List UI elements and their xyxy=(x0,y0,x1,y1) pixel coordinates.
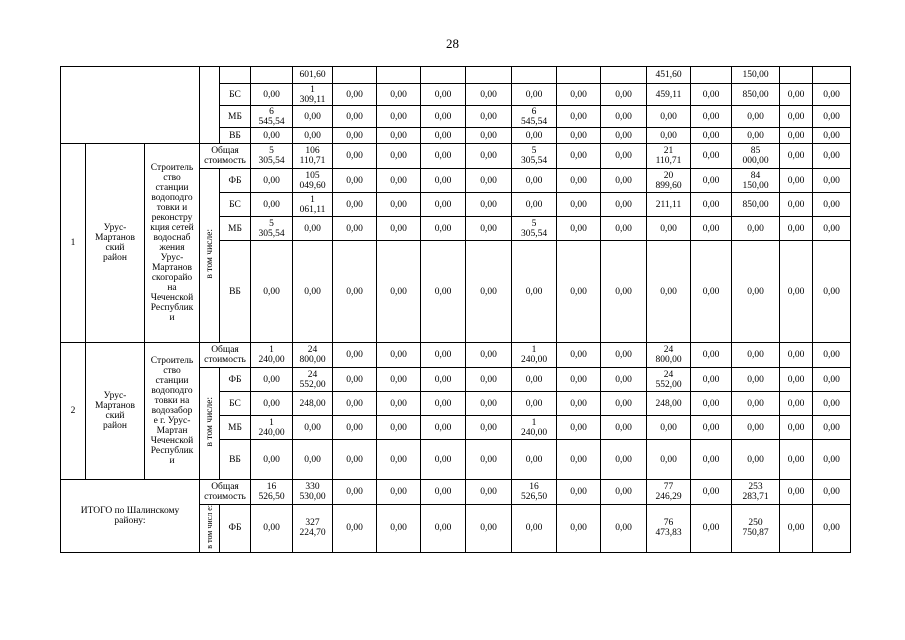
value-cell: 0,00 xyxy=(557,440,601,480)
value-cell: 0,00 xyxy=(601,193,647,217)
value-cell: 0,00 xyxy=(691,84,732,106)
value-cell: 5 305,54 xyxy=(251,217,293,241)
value-cell xyxy=(512,67,557,84)
value-cell: 0,00 xyxy=(377,217,421,241)
value-cell: 0,00 xyxy=(780,169,813,193)
value-cell: 0,00 xyxy=(557,217,601,241)
value-cell: 0,00 xyxy=(333,193,377,217)
value-cell: 0,00 xyxy=(557,169,601,193)
source-cell: МБ xyxy=(220,416,251,440)
value-cell: 0,00 xyxy=(466,84,512,106)
value-cell: 0,00 xyxy=(466,505,512,553)
value-cell: 0,00 xyxy=(512,193,557,217)
value-cell: 0,00 xyxy=(512,241,557,343)
value-cell: 24 552,00 xyxy=(293,368,333,392)
value-cell: 0,00 xyxy=(333,480,377,505)
source-cell xyxy=(220,67,251,84)
value-cell: 0,00 xyxy=(780,106,813,128)
value-cell: 248,00 xyxy=(293,392,333,416)
value-cell: 0,00 xyxy=(813,505,851,553)
value-cell: 0,00 xyxy=(732,217,780,241)
value-cell: 0,00 xyxy=(557,193,601,217)
value-cell: 0,00 xyxy=(333,505,377,553)
value-cell: 0,00 xyxy=(691,217,732,241)
value-cell: 0,00 xyxy=(293,217,333,241)
value-cell: 0,00 xyxy=(691,106,732,128)
value-cell: 0,00 xyxy=(377,128,421,144)
value-cell: 0,00 xyxy=(813,217,851,241)
source-cell: ВБ xyxy=(220,128,251,144)
value-cell: 0,00 xyxy=(647,416,691,440)
value-cell: 0,00 xyxy=(421,217,466,241)
value-cell: 1 240,00 xyxy=(251,416,293,440)
value-cell: 5 305,54 xyxy=(251,144,293,169)
value-cell: 1 240,00 xyxy=(512,416,557,440)
value-cell: 24 552,00 xyxy=(647,368,691,392)
value-cell: 0,00 xyxy=(601,84,647,106)
value-cell: 0,00 xyxy=(780,241,813,343)
value-cell: 0,00 xyxy=(251,392,293,416)
value-cell: 0,00 xyxy=(557,343,601,368)
value-cell: 0,00 xyxy=(557,241,601,343)
value-cell: 0,00 xyxy=(780,392,813,416)
project-name: Строитель ство станции водоподго товки и реконстру кция сетей водоснаб жения Урус- Мартанов скогорайо на Чеченской Республик и xyxy=(145,144,200,343)
value-cell: 0,00 xyxy=(813,343,851,368)
value-cell: 0,00 xyxy=(601,343,647,368)
value-cell: 0,00 xyxy=(333,416,377,440)
value-cell: 0,00 xyxy=(333,169,377,193)
value-cell: 330 530,00 xyxy=(293,480,333,505)
value-cell: 0,00 xyxy=(251,169,293,193)
value-cell xyxy=(601,67,647,84)
value-cell: 0,00 xyxy=(813,128,851,144)
value-cell: 1 061,11 xyxy=(293,193,333,217)
value-cell: 0,00 xyxy=(557,106,601,128)
value-cell: 0,00 xyxy=(251,193,293,217)
value-cell: 0,00 xyxy=(377,416,421,440)
cont-left-cell xyxy=(61,67,200,144)
value-cell: 0,00 xyxy=(557,84,601,106)
value-cell: 0,00 xyxy=(377,440,421,480)
value-cell: 0,00 xyxy=(780,84,813,106)
value-cell: 0,00 xyxy=(732,368,780,392)
value-cell: 0,00 xyxy=(780,416,813,440)
value-cell: 16 526,50 xyxy=(251,480,293,505)
value-cell: 0,00 xyxy=(377,84,421,106)
value-cell: 6 545,54 xyxy=(512,106,557,128)
value-cell: 0,00 xyxy=(512,169,557,193)
value-cell: 0,00 xyxy=(691,193,732,217)
value-cell: 0,00 xyxy=(333,106,377,128)
value-cell: 253 283,71 xyxy=(732,480,780,505)
value-cell: 0,00 xyxy=(512,368,557,392)
value-cell: 0,00 xyxy=(813,368,851,392)
value-cell: 0,00 xyxy=(421,144,466,169)
value-cell: 0,00 xyxy=(333,392,377,416)
value-cell: 0,00 xyxy=(251,241,293,343)
source-cell: ФБ xyxy=(220,169,251,193)
value-cell: 0,00 xyxy=(601,128,647,144)
value-cell: 5 305,54 xyxy=(512,217,557,241)
value-cell: 0,00 xyxy=(333,368,377,392)
including-label: в том числе: xyxy=(204,229,215,279)
value-cell: 0,00 xyxy=(466,440,512,480)
value-cell: 0,00 xyxy=(333,440,377,480)
value-cell: 0,00 xyxy=(691,343,732,368)
value-cell: 0,00 xyxy=(557,480,601,505)
value-cell: 0,00 xyxy=(691,368,732,392)
value-cell: 0,00 xyxy=(691,480,732,505)
table-row xyxy=(61,480,851,505)
value-cell: 0,00 xyxy=(512,505,557,553)
source-cell: БС xyxy=(220,392,251,416)
value-cell: 459,11 xyxy=(647,84,691,106)
total-cost-label: Общая стоимость xyxy=(200,480,251,505)
source-cell: МБ xyxy=(220,106,251,128)
value-cell xyxy=(251,67,293,84)
cont-sub-cell xyxy=(200,67,220,144)
value-cell: 0,00 xyxy=(333,144,377,169)
value-cell: 0,00 xyxy=(732,241,780,343)
value-cell: 0,00 xyxy=(732,440,780,480)
value-cell: 0,00 xyxy=(421,392,466,416)
value-cell: 0,00 xyxy=(780,505,813,553)
value-cell: 77 246,29 xyxy=(647,480,691,505)
value-cell xyxy=(421,67,466,84)
value-cell: 0,00 xyxy=(601,416,647,440)
summary-label: ИТОГО по Шалинскому району: xyxy=(61,480,200,553)
value-cell: 0,00 xyxy=(377,343,421,368)
value-cell: 850,00 xyxy=(732,84,780,106)
value-cell: 0,00 xyxy=(813,480,851,505)
value-cell: 0,00 xyxy=(601,169,647,193)
value-cell: 0,00 xyxy=(333,128,377,144)
value-cell: 84 150,00 xyxy=(732,169,780,193)
value-cell: 1 240,00 xyxy=(251,343,293,368)
project-name: Строитель ство станции водоподго товки на водозабор е г. Урус- Мартан Чеченской Республик и xyxy=(145,343,200,480)
value-cell: 0,00 xyxy=(377,505,421,553)
value-cell: 0,00 xyxy=(691,144,732,169)
value-cell: 0,00 xyxy=(512,84,557,106)
value-cell: 0,00 xyxy=(512,440,557,480)
value-cell: 0,00 xyxy=(691,440,732,480)
value-cell: 0,00 xyxy=(251,368,293,392)
value-cell: 0,00 xyxy=(557,392,601,416)
value-cell: 0,00 xyxy=(601,440,647,480)
value-cell: 0,00 xyxy=(813,440,851,480)
source-cell: БС xyxy=(220,193,251,217)
value-cell: 0,00 xyxy=(251,440,293,480)
value-cell: 0,00 xyxy=(732,392,780,416)
value-cell: 1 309,11 xyxy=(293,84,333,106)
value-cell: 6 545,54 xyxy=(251,106,293,128)
source-cell: ВБ xyxy=(220,440,251,480)
value-cell: 0,00 xyxy=(293,106,333,128)
value-cell: 0,00 xyxy=(421,480,466,505)
row-number: 2 xyxy=(61,343,86,480)
source-cell: ВБ xyxy=(220,241,251,343)
value-cell: 0,00 xyxy=(732,343,780,368)
value-cell: 0,00 xyxy=(466,106,512,128)
value-cell: 0,00 xyxy=(421,368,466,392)
value-cell xyxy=(780,67,813,84)
including-label: в том числ e: xyxy=(204,505,214,549)
including-cell xyxy=(200,505,220,553)
value-cell xyxy=(333,67,377,84)
value-cell: 0,00 xyxy=(293,440,333,480)
value-cell: 0,00 xyxy=(466,368,512,392)
value-cell: 0,00 xyxy=(293,128,333,144)
value-cell: 327 224,70 xyxy=(293,505,333,553)
value-cell: 0,00 xyxy=(647,128,691,144)
value-cell: 0,00 xyxy=(780,128,813,144)
value-cell: 0,00 xyxy=(333,217,377,241)
budget-table xyxy=(60,66,851,553)
value-cell: 0,00 xyxy=(601,392,647,416)
value-cell: 0,00 xyxy=(813,144,851,169)
value-cell: 24 800,00 xyxy=(293,343,333,368)
total-cost-label: Общая стоимость xyxy=(200,343,251,368)
value-cell: 0,00 xyxy=(333,241,377,343)
value-cell: 0,00 xyxy=(466,193,512,217)
value-cell: 0,00 xyxy=(377,480,421,505)
value-cell: 0,00 xyxy=(466,480,512,505)
value-cell xyxy=(557,67,601,84)
row-number: 1 xyxy=(61,144,86,343)
value-cell: 0,00 xyxy=(691,241,732,343)
district-cell: Урус- Мартанов ский район xyxy=(86,343,145,480)
value-cell: 0,00 xyxy=(466,217,512,241)
value-cell: 0,00 xyxy=(421,416,466,440)
value-cell: 1 240,00 xyxy=(512,343,557,368)
value-cell: 0,00 xyxy=(557,128,601,144)
value-cell: 0,00 xyxy=(293,241,333,343)
value-cell xyxy=(813,67,851,84)
value-cell: 150,00 xyxy=(732,67,780,84)
source-cell: БС xyxy=(220,84,251,106)
value-cell: 250 750,87 xyxy=(732,505,780,553)
value-cell: 0,00 xyxy=(421,193,466,217)
value-cell: 0,00 xyxy=(333,343,377,368)
value-cell: 0,00 xyxy=(813,392,851,416)
value-cell: 0,00 xyxy=(557,505,601,553)
value-cell: 850,00 xyxy=(732,193,780,217)
value-cell: 0,00 xyxy=(780,368,813,392)
value-cell: 5 305,54 xyxy=(512,144,557,169)
value-cell: 211,11 xyxy=(647,193,691,217)
value-cell: 0,00 xyxy=(647,217,691,241)
value-cell: 0,00 xyxy=(377,392,421,416)
value-cell: 0,00 xyxy=(601,106,647,128)
value-cell: 0,00 xyxy=(647,106,691,128)
value-cell: 0,00 xyxy=(377,169,421,193)
value-cell: 0,00 xyxy=(251,84,293,106)
source-cell: МБ xyxy=(220,217,251,241)
value-cell: 0,00 xyxy=(421,241,466,343)
value-cell: 0,00 xyxy=(601,505,647,553)
table-row xyxy=(61,67,851,84)
value-cell: 105 049,60 xyxy=(293,169,333,193)
value-cell: 0,00 xyxy=(813,84,851,106)
value-cell: 0,00 xyxy=(780,343,813,368)
value-cell: 0,00 xyxy=(691,416,732,440)
value-cell: 0,00 xyxy=(466,416,512,440)
value-cell: 0,00 xyxy=(601,368,647,392)
table-row xyxy=(61,343,851,368)
value-cell: 0,00 xyxy=(377,106,421,128)
value-cell: 0,00 xyxy=(512,128,557,144)
value-cell: 106 110,71 xyxy=(293,144,333,169)
value-cell: 0,00 xyxy=(813,416,851,440)
value-cell: 0,00 xyxy=(512,392,557,416)
value-cell: 0,00 xyxy=(732,416,780,440)
value-cell xyxy=(377,67,421,84)
total-cost-label: Общая стоимость xyxy=(200,144,251,169)
district-cell: Урус- Мартанов ский район xyxy=(86,144,145,343)
value-cell: 0,00 xyxy=(377,241,421,343)
value-cell: 0,00 xyxy=(421,128,466,144)
value-cell: 0,00 xyxy=(377,368,421,392)
value-cell: 0,00 xyxy=(732,128,780,144)
value-cell: 0,00 xyxy=(421,505,466,553)
table-row xyxy=(61,144,851,169)
value-cell: 451,60 xyxy=(647,67,691,84)
value-cell: 0,00 xyxy=(780,440,813,480)
value-cell: 21 110,71 xyxy=(647,144,691,169)
value-cell: 16 526,50 xyxy=(512,480,557,505)
value-cell: 0,00 xyxy=(421,169,466,193)
value-cell: 0,00 xyxy=(293,416,333,440)
value-cell: 0,00 xyxy=(251,505,293,553)
value-cell: 0,00 xyxy=(557,368,601,392)
value-cell: 85 000,00 xyxy=(732,144,780,169)
value-cell xyxy=(466,67,512,84)
value-cell: 0,00 xyxy=(251,128,293,144)
value-cell: 0,00 xyxy=(732,106,780,128)
value-cell: 0,00 xyxy=(557,416,601,440)
value-cell: 601,60 xyxy=(293,67,333,84)
value-cell: 0,00 xyxy=(421,106,466,128)
value-cell: 0,00 xyxy=(466,392,512,416)
value-cell: 0,00 xyxy=(813,169,851,193)
value-cell: 0,00 xyxy=(601,241,647,343)
including-label: в том числе: xyxy=(204,397,215,447)
value-cell: 0,00 xyxy=(691,392,732,416)
value-cell: 0,00 xyxy=(780,193,813,217)
value-cell: 0,00 xyxy=(780,217,813,241)
value-cell: 0,00 xyxy=(333,84,377,106)
value-cell: 0,00 xyxy=(377,193,421,217)
value-cell: 20 899,60 xyxy=(647,169,691,193)
value-cell: 0,00 xyxy=(601,217,647,241)
value-cell: 76 473,83 xyxy=(647,505,691,553)
value-cell: 0,00 xyxy=(601,144,647,169)
value-cell: 0,00 xyxy=(421,343,466,368)
value-cell: 0,00 xyxy=(601,480,647,505)
value-cell: 0,00 xyxy=(466,169,512,193)
value-cell: 0,00 xyxy=(466,241,512,343)
value-cell: 0,00 xyxy=(813,106,851,128)
value-cell: 0,00 xyxy=(691,505,732,553)
source-cell: ФБ xyxy=(220,368,251,392)
value-cell: 0,00 xyxy=(647,241,691,343)
value-cell: 0,00 xyxy=(813,193,851,217)
value-cell: 0,00 xyxy=(780,480,813,505)
source-cell: ФБ xyxy=(220,505,251,553)
value-cell: 0,00 xyxy=(421,440,466,480)
value-cell: 0,00 xyxy=(466,144,512,169)
value-cell: 0,00 xyxy=(557,144,601,169)
value-cell: 0,00 xyxy=(813,241,851,343)
value-cell: 0,00 xyxy=(377,144,421,169)
value-cell: 0,00 xyxy=(466,128,512,144)
value-cell: 24 800,00 xyxy=(647,343,691,368)
value-cell: 0,00 xyxy=(780,144,813,169)
value-cell: 0,00 xyxy=(421,84,466,106)
value-cell: 0,00 xyxy=(466,343,512,368)
page-number: 28 xyxy=(446,36,459,51)
including-cell xyxy=(200,368,220,480)
value-cell: 0,00 xyxy=(691,169,732,193)
value-cell: 0,00 xyxy=(647,440,691,480)
value-cell xyxy=(691,67,732,84)
including-cell xyxy=(200,169,220,343)
value-cell: 0,00 xyxy=(691,128,732,144)
value-cell: 248,00 xyxy=(647,392,691,416)
